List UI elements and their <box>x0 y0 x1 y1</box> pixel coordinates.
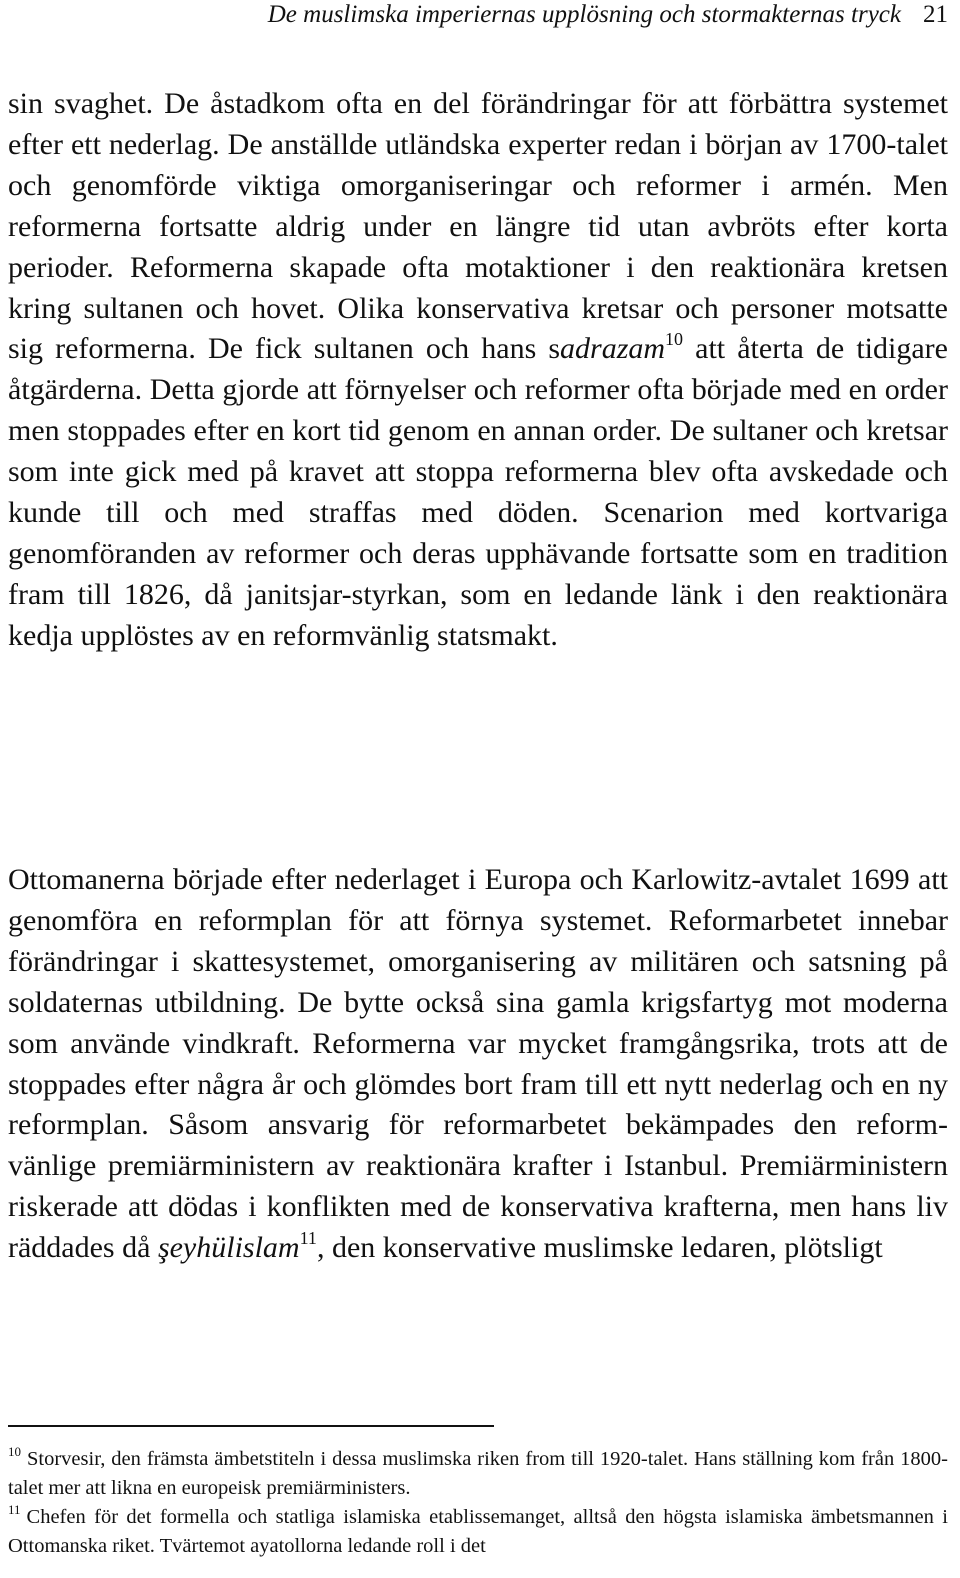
italic-term-seyhulislam: şeyhülislam <box>157 1231 300 1265</box>
running-title: De muslimska imperiernas upplösning och stormakternas tryck <box>267 1 901 28</box>
body-paragraph-2 <box>8 860 948 1269</box>
footnotes <box>8 1445 948 1561</box>
paragraph-text: att återta de tidigare åtgärderna. Detta gjorde att förnyelser och reformer ofta började med en order men stoppades efter en kort tid genom en annan order. De sultaner och kretsar som inte gick med på kravet att stoppa reformerna blev ofta avskedade och kunde till och med straffas med döden. Scenarion med kortvariga genomföranden av reformer och deras upphävande fortsatte som en tradition fram till 1826, då janitsjar-styrkan, som en ledande länk i den reaktionära kedja upplöstes av en reformvänlig statsmakt. <box>8 332 948 652</box>
footnote-text: Chefen för det formella och statliga islamiska etablissemanget, alltså den högsta islamiska ämbetsmannen i Ottomanska riket. Tvärtemot ayatollorna ledande roll i det <box>8 1506 948 1557</box>
paragraph-text: , den konservative muslimske ledaren, plötsligt <box>316 1231 883 1265</box>
footnote-separator <box>8 1425 494 1427</box>
paragraph-text: sin svaghet. De åstadkom ofta en del förändringar för att förbättra systemet efter ett nederlag. De anställde utländska experter redan i början av 1700-talet och genomförde viktiga omorganiseringar och reformer i armén. Men reformerna fortsatte aldrig under en längre tid utan avbröts efter korta perioder. Reformerna skapade ofta motaktioner i den reaktionära kretsen kring sultanen och hovet. Olika konservativa kretsar och personer motsatte sig reformerna. De fick sultanen och hans s <box>8 87 948 366</box>
footnote-text: Storvesir, den främsta ämbetstiteln i dessa muslimska riken from till 1920-talet. Hans ställning kom från 1800-talet mer att likna en europeisk premiärministers. <box>8 1448 948 1499</box>
footnote-reference-10: 10 <box>665 329 684 350</box>
italic-term-sadrazam: adrazam <box>560 332 666 366</box>
page-header <box>8 0 948 34</box>
body-paragraph-1 <box>8 84 948 657</box>
page-number: 21 <box>923 1 948 28</box>
footnote-reference-11: 11 <box>299 1228 317 1249</box>
footnote-11 <box>8 1503 948 1561</box>
footnote-10 <box>8 1445 948 1503</box>
footnote-marker: 10 <box>8 1444 21 1459</box>
footnote-marker: 11 <box>8 1502 21 1517</box>
paragraph-text: Ottomanerna började efter nederlaget i Europa och Karlowitz-avtalet 1699 att genomföra en reformplan för att förnya systemet. Reformarbetet innebar förändringar i skattesystemet, omorganisering av militären och satsning på soldaternas utbildning. De bytte också sina gamla krigsfartyg mot moderna som använde vindkraft. Reformerna var mycket framgångsrika, trots att de stoppades efter några år och glömdes bort fram till ett nytt nederlag och en ny reformplan. Såsom ansvarig för reformarbetet bekämpades den reform-vänlige premiärministern av reaktionära krafter i Istanbul. Premiärministern riskerade att dödas i konflikten med de konservativa krafterna, men hans liv räddades då <box>8 863 948 1265</box>
